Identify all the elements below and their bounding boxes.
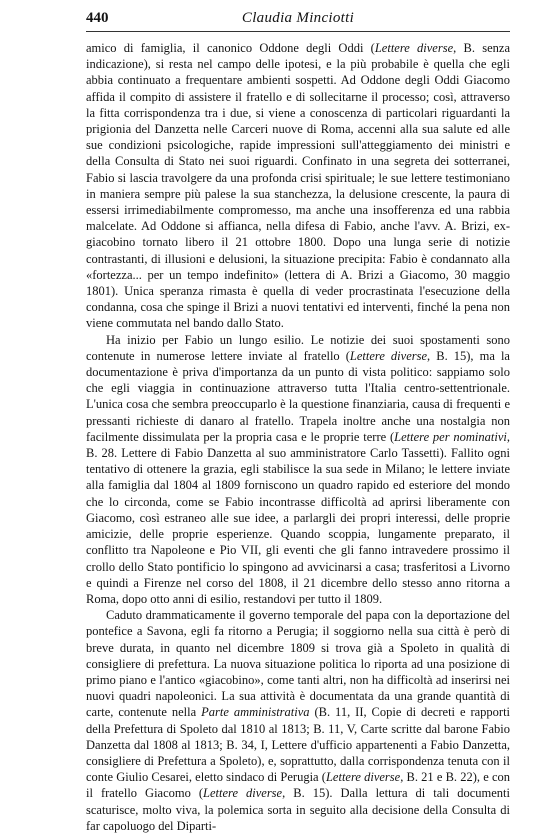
text-run: , B. 21 e B. 22), e con il fratello Giacomo ( xyxy=(86,770,511,801)
paragraph xyxy=(86,332,510,607)
running-title: Claudia Minciotti xyxy=(241,10,355,26)
header-rule xyxy=(86,31,510,32)
text-run: , B. 15). Dalla lettura di tali documenti scaturisce, molto viva, la polemica sorta in seguito alla decisione della Consulta di far capoluogo del Diparti- xyxy=(86,786,510,833)
italic-citation: Lettere diverse xyxy=(349,348,428,363)
paragraph xyxy=(86,607,510,834)
body-text xyxy=(86,40,510,834)
italic-citation: Parte amministrativa xyxy=(201,705,310,720)
italic-citation: Lettere diverse xyxy=(203,786,283,801)
text-run: (B. 11, II, Copie di decreti e rapporti della Prefettura di Spoleto dal 1810 al 1813; B. 11, V, Carte scritte dal barone Fabio Danzetta dal 1808 al 1813; B. 34, I, Lettere d'ufficio appartenenti a Fabio Danzetta, consigliere di Prefettura a Spoleto), e, soprattutto, dalla corrispondenza tenuta con il conte Giulio Cesarei, eletto sindaco di Perugia ( xyxy=(86,705,511,785)
text-run: Caduto drammaticamente il governo temporale del papa con la deportazione del pontefice a Savona, egli fa ritorno a Perugia; il soggiorno nella sua città è però di breve durata, in quanto nel dicembre 1809 si trova già a Spoleto in qualità di consigliere di prefettura. La nuova situazione politica lo riporta ad una posizione di primo piano e l'antico «giacobino», come tanti altri, non ha difficoltà ad inserirsi nei nuovi quadri napoleonici. La sua attività è documentata da una grande quantità di carte, contenute nella xyxy=(86,608,510,720)
text-run: amico di famiglia, il canonico Oddone degli Oddi ( xyxy=(86,41,375,55)
italic-citation: Lettere diverse xyxy=(374,41,454,55)
text-run: , B. senza indicazione), si resta nel campo delle ipotesi, e la più probabile è quella che egli abbia continuato a frequentare ambienti sospetti. Ad Oddone degli Oddi Giacomo affida il compito di assistere il fratello e di sollecitarne il processo; così, attraverso la fitta corrispondenza tra i due, si viene a conoscenza di particolari riguardanti la prigionia del Danzetta nelle Carceri nuove di Roma, accenni alla sua salute ed alle sue condizioni psicologiche, rapide impressioni sull'atteggiamento dei ministri e della Consulta di Stato nei suoi riguardi. Confinato in una segreta dei sotterranei, Fabio si lascia travolgere da una profonda crisi spirituale; le sue lettere testimoniano in maniera sempre più palese la sua stanchezza, la delusione crescente, la paura di essersi irrimediabilmente compromesso, ma anche una insofferenza ed una rabbia malcelate. Ad Oddone si affianca, nella difesa di Fabio, anche l'avv. A. Brizi, ex-giacobino tornato libero il 21 ottobre 1800. Dopo una lunga serie di notizie contrastanti, di illusioni e delusioni, la situazione precipita: Fabio è condannato alla «fortezza... per un tempo indefinito» (lettera di A. Brizi a Giacomo, 30 maggio 1801). Unica speranza rimasta è quella di veder procrastinata l'esecuzione della condanna, cosa che spinge il Brizi a nuovi tentativi ed interventi, finché la pena non viene commutata nel bando dallo Stato. xyxy=(86,41,510,331)
paragraph xyxy=(86,40,510,332)
text-run: , B. 15), ma la documentazione è priva d'importanza da un punto di vista politico: sappiamo solo che egli viaggia in continuazione attraverso tutta l'Italia centro-settentrionale. L'unica cosa che sembra preoccuparlo è la questione finanziaria, causa di frequenti e pressanti richieste di danaro al fratello. Trapela inoltre anche una nostalgia non facilmente dissimulata per la propria casa e le proprie terre ( xyxy=(86,348,510,444)
text-run: , B. 28. Lettere di Fabio Danzetta al suo amministratore Carlo Tassetti). Fallito ogni tentativo di ottenere la grazia, egli stabilisce la sua sede in Milano; le lettere inviate alla famiglia dal 1804 al 1809 forniscono un quadro rapido ed esteriore del mondo che lo circonda, come se Fabio incontrasse difficoltà ad aprirsi liberamente con Giacomo, così estraneo alle sue idee, a parlargli dei propri interessi, delle proprie amicizie, delle proprie esperienze. Quando scoppia, lungamente preparato, il conflitto tra Napoleone e Pio VII, gli eventi che gli fanno intravedere prossimo il crollo dello Stato pontificio lo spingono ad avvicinarsi a casa; trasferitosi a Livorno e quindi a Firenze nel corso del 1808, il 21 dicembre dello stesso anno ritorna a Roma, dopo otto anni di esilio, restandovi per tutto il 1809. xyxy=(86,429,511,606)
page-number: 440 xyxy=(86,10,109,26)
running-header xyxy=(86,10,510,30)
text-run: Ha inizio per Fabio un lungo esilio. Le notizie dei suoi spostamenti sono contenute in numerose lettere inviate al fratello ( xyxy=(86,332,510,363)
italic-citation: Lettere per nominativi xyxy=(394,429,507,444)
italic-citation: Lettere diverse xyxy=(325,770,401,785)
